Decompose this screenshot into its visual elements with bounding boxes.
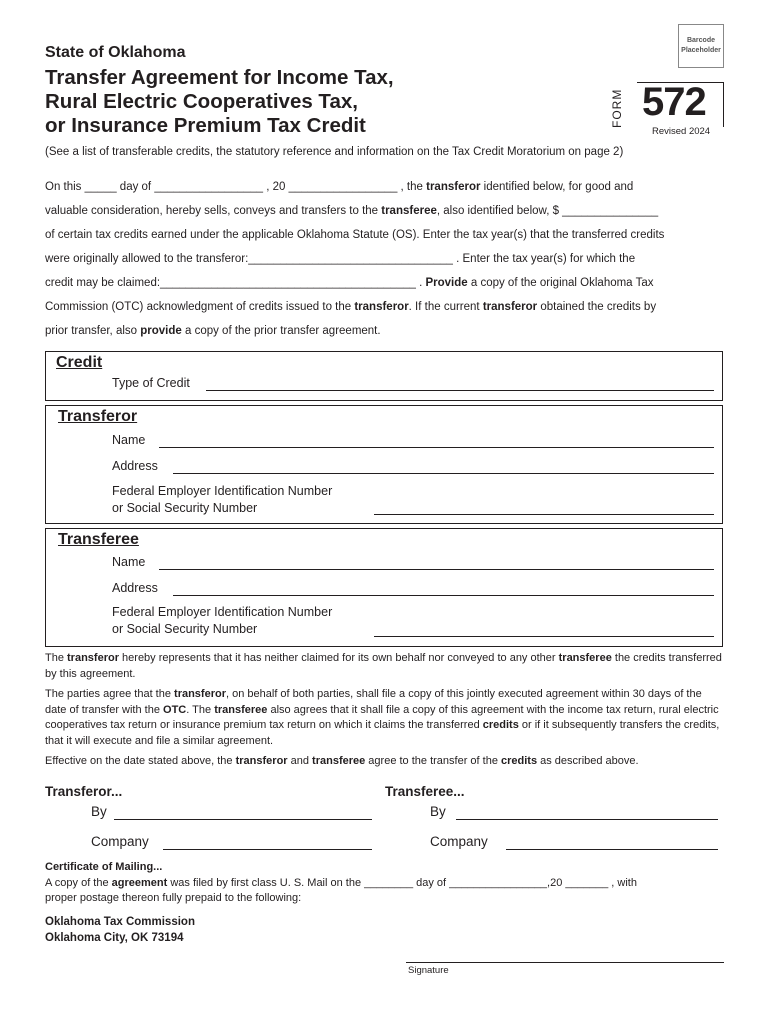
transferor-section (45, 405, 723, 524)
transferor-heading: Transferor (58, 408, 138, 425)
transferee-address-field[interactable] (173, 595, 714, 596)
credit-heading: Credit (56, 354, 103, 371)
subtitle-note: (See a list of transferable credits, the statutory reference and information on the Tax Credit Moratorium on page 2) (45, 146, 624, 158)
body-text: or if it subsequently transfers the credits, that it will execute and file a similar agreement. (45, 719, 720, 747)
intro-text: of certain tax credits earned under the applicable Oklahoma Statute (OS). Enter the tax year(s) that the transferred credits (45, 229, 665, 241)
intro-text: a copy of the original Oklahoma Tax (467, 277, 654, 289)
form-word: FORM (610, 88, 624, 128)
intro-bold: transferor (426, 181, 481, 193)
credit-section (45, 351, 723, 401)
revised-date: Revised 2024 (652, 126, 711, 137)
intro-text[interactable]: credit may be claimed:________________________________________ . (45, 277, 426, 289)
intro-text: obtained the credits by (537, 301, 657, 313)
signature-field[interactable] (406, 962, 724, 963)
intro-text: . If the current (408, 301, 483, 313)
intro-bold: transferor (482, 301, 538, 313)
intro-text: prior transfer, also (45, 325, 141, 337)
intro-bold: provide (140, 325, 182, 337)
otc-address-line1: Oklahoma Tax Commission (45, 916, 195, 928)
body-bold: transferor (235, 755, 288, 767)
body-bold: transferor (174, 688, 226, 700)
transferee-signature-heading: Transferee... (385, 784, 465, 799)
state-label: State of Oklahoma (45, 44, 186, 61)
certificate-line-2: proper postage thereon fully prepaid to the following: (45, 892, 302, 904)
body-text: agree to the transfer of the (365, 755, 501, 767)
body-bold: transferee (312, 755, 366, 767)
form-title (45, 66, 605, 138)
transferee-section (45, 528, 723, 647)
paragraph-1 (45, 651, 725, 682)
paragraph-3 (45, 754, 725, 770)
transferor-signature-heading: Transferor... (45, 784, 123, 799)
transferor-name-field[interactable] (159, 447, 714, 448)
body-text: Effective on the date stated above, the (45, 755, 236, 767)
otc-address (45, 914, 195, 946)
transferor-fein-line2: or Social Security Number (112, 501, 258, 515)
certificate-heading: Certificate of Mailing... (45, 861, 163, 873)
cert-bold: agreement (111, 876, 168, 889)
intro-text: Commission (OTC) acknowledgment of credits issued to the (45, 301, 355, 313)
title-line-2: Rural Electric Cooperatives Tax, (45, 90, 358, 113)
transferor-fein-label (112, 483, 332, 517)
body-text: hereby represents that it has neither claimed for its own behalf nor conveyed to any other (118, 652, 559, 664)
transferor-name-label: Name (112, 433, 146, 447)
intro-text[interactable]: , also identified below, $ _______________ (436, 205, 659, 217)
barcode-line2: Placeholder (681, 47, 721, 54)
transferee-fein-label (112, 604, 332, 638)
transferee-fein-line1: Federal Employer Identification Number (112, 605, 333, 619)
transferee-company-label: Company (430, 834, 488, 849)
transferor-by-field[interactable] (114, 819, 372, 820)
body-bold: transferor (67, 652, 119, 664)
transferor-fein-field[interactable] (374, 514, 714, 515)
body-text: The parties agree that the (45, 688, 175, 700)
body-bold: credits (501, 755, 538, 767)
body-text: , on behalf of both parties, shall file a copy of this jointly executed agreement within 30 days of the date of transfer with the (45, 688, 702, 716)
intro-bold: transferee (381, 205, 437, 217)
transferor-by-label: By (91, 804, 107, 819)
transferor-address-field[interactable] (173, 473, 714, 474)
paragraph-2 (45, 687, 725, 749)
body-bold: credits (482, 719, 519, 731)
body-bold: transferee (214, 703, 268, 716)
transferor-company-label: Company (91, 834, 149, 849)
signature-label: Signature (408, 965, 449, 976)
transferee-heading: Transferee (58, 531, 139, 548)
body-bold: OTC (163, 703, 187, 716)
transferee-fein-field[interactable] (374, 636, 714, 637)
transferee-by-field[interactable] (456, 819, 718, 820)
intro-bold: transferor (354, 301, 409, 313)
type-of-credit-label: Type of Credit (112, 376, 190, 390)
body-text: the credits transferred by this agreement. (45, 652, 722, 680)
body-text: The (45, 652, 68, 664)
transferor-address-label: Address (112, 459, 158, 473)
title-line-3: or Insurance Premium Tax Credit (45, 114, 366, 137)
intro-text: valuable consideration, hereby sells, conveys and transfers to the (45, 205, 382, 217)
transferee-name-field[interactable] (159, 569, 714, 570)
agreement-body (45, 651, 725, 775)
body-text: also agrees that it shall file a copy of this agreement with the income tax return, rural electric cooperatives tax return or insurance premium tax return on which it claims the transferred (45, 703, 719, 731)
body-text: . The (186, 703, 215, 716)
certificate-of-mailing (45, 860, 735, 907)
intro-text: identified below, for good and (480, 181, 634, 193)
otc-address-line2: Oklahoma City, OK 73194 (45, 932, 184, 944)
transferee-by-label: By (430, 804, 446, 819)
intro-text[interactable]: were originally allowed to the transferor:________________________________ . Enter the tax year(s) for which the (45, 253, 636, 265)
intro-text: a copy of the prior transfer agreement. (181, 325, 381, 337)
barcode-line1: Barcode (686, 37, 715, 44)
form-number: 572 (642, 80, 706, 124)
body-bold: transferee (558, 652, 612, 664)
intro-paragraph (45, 175, 725, 343)
cert-text[interactable]: was filed by first class U. S. Mail on the ________ day of ________________,20 _______ , with (167, 876, 637, 889)
transferee-address-label: Address (112, 581, 158, 595)
body-text: and (287, 755, 313, 767)
barcode-placeholder (678, 24, 724, 68)
transferor-fein-line1: Federal Employer Identification Number (112, 484, 333, 498)
cert-text: A copy of the (45, 876, 112, 889)
intro-bold: Provide (425, 277, 468, 289)
transferee-fein-line2: or Social Security Number (112, 622, 258, 636)
type-of-credit-field[interactable] (206, 390, 714, 391)
title-line-1: Transfer Agreement for Income Tax, (45, 66, 394, 89)
transferee-company-field[interactable] (506, 849, 718, 850)
body-text: as described above. (537, 755, 639, 767)
transferor-company-field[interactable] (163, 849, 372, 850)
certificate-line-1 (45, 876, 735, 892)
intro-text[interactable]: On this _____ day of _________________ , 20 _________________ , the (45, 181, 427, 193)
transferee-name-label: Name (112, 555, 146, 569)
